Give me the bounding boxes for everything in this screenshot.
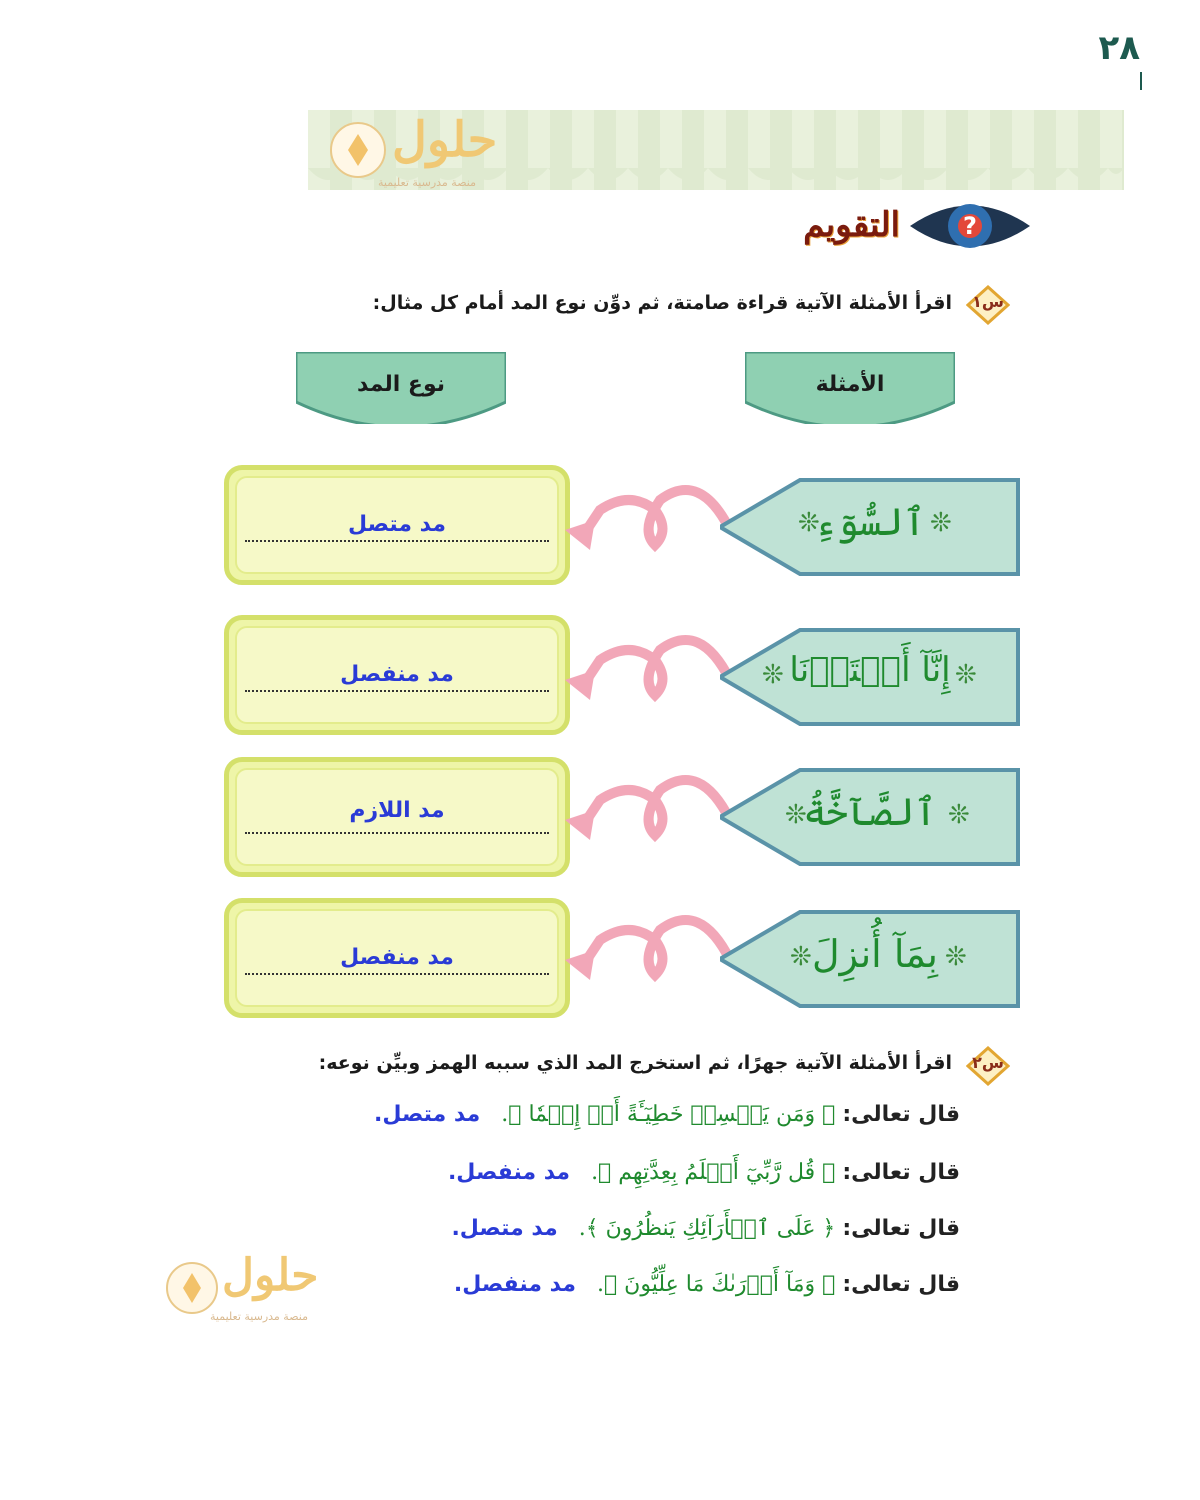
curl-arrow-icon	[560, 470, 740, 570]
verse-answer: مد متصل.	[451, 1216, 558, 1241]
curl-arrow-icon	[560, 620, 740, 720]
logo-emblem-icon	[166, 1262, 218, 1314]
verse-answer: مد متصل.	[374, 1102, 481, 1127]
ornament-left: ❊	[798, 508, 820, 538]
answer-dotted-line	[245, 540, 549, 542]
verse-line-3	[451, 1216, 960, 1241]
curl-arrow-icon	[560, 760, 740, 860]
answer-text-3: مد اللازم	[349, 798, 445, 823]
ornament-left: ❊	[790, 942, 812, 972]
verse-line-1	[374, 1102, 960, 1127]
answer-dotted-line	[245, 973, 549, 975]
question-2-badge-label: س٢	[972, 1053, 1004, 1072]
answer-text-4: مد منفصل	[340, 945, 454, 970]
logo-wordmark: حلول	[392, 112, 498, 168]
header-examples-label: الأمثلة	[815, 372, 885, 397]
page-number-tick	[1140, 72, 1142, 90]
svg-text:?: ?	[963, 212, 977, 240]
verse-answer: مد منفصل.	[447, 1160, 571, 1185]
answer-box-1[interactable]	[224, 465, 570, 585]
verse-prefix: قال تعالى:	[842, 1216, 960, 1241]
ornament-right: ❊	[948, 800, 970, 830]
ornament-right: ❊	[955, 660, 977, 690]
logo-emblem-icon	[330, 122, 386, 178]
ornament-right: ❊	[945, 942, 967, 972]
verse-prefix: قال تعالى:	[842, 1102, 960, 1127]
ornament-left: ❊	[785, 800, 807, 830]
example-text-4: بِمَآ أُنزِلَ	[812, 932, 938, 976]
answer-dotted-line	[245, 832, 549, 834]
answer-box-4[interactable]	[224, 898, 570, 1018]
header-type-label: نوع المد	[357, 372, 445, 397]
logo-tagline: منصة مدرسية تعليمية	[378, 176, 476, 189]
answer-box-2[interactable]	[224, 615, 570, 735]
section-title: التقويم	[803, 205, 900, 245]
answer-box-3[interactable]	[224, 757, 570, 877]
logo-wordmark: حلول	[222, 1250, 319, 1301]
verse-line-2	[448, 1160, 960, 1185]
verse-answer: مد منفصل.	[453, 1272, 576, 1297]
question-1-prompt: اقرأ الأمثلة الآتية قراءة صامتة، ثم دوِّن نوع المد أمام كل مثال:	[372, 292, 952, 314]
answer-text-1: مد متصل	[348, 512, 446, 537]
example-text-2: إِنَّآ أَعۡتَدۡنَا	[789, 650, 951, 690]
example-text-1: ٱلسُّوٓءِ	[814, 500, 926, 544]
logo-tagline: منصة مدرسية تعليمية	[210, 1310, 308, 1323]
answer-text-2: مد منفصل	[340, 662, 454, 687]
page-number: ٢٨	[1098, 28, 1140, 68]
verse-text: ﴿ وَمَن يَكۡسِبۡ خَطِيٓـَٔةً أَوۡ إِثۡمٗا ﴾.	[501, 1102, 836, 1127]
verse-prefix: قال تعالى:	[842, 1272, 960, 1297]
verse-prefix: قال تعالى:	[842, 1160, 960, 1185]
verse-line-4	[454, 1272, 960, 1297]
verse-text: ﴿ وَمَآ أَدۡرَىٰكَ مَا عِلِّيُّونَ ﴾.	[596, 1272, 836, 1297]
example-text-3: ٱلصَّآخَّةُ	[803, 790, 937, 834]
eye-question-icon	[905, 195, 1035, 257]
ornament-left: ❊	[762, 660, 784, 690]
question-2-prompt: اقرأ الأمثلة الآتية جهرًا، ثم استخرج المد الذي سببه الهمز وبيِّن نوعه:	[318, 1052, 952, 1074]
ornament-right: ❊	[930, 508, 952, 538]
verse-text: ﴿ عَلَى ٱلۡأَرَآئِكِ يَنظُرُونَ ﴾.	[578, 1216, 836, 1241]
verse-text: ﴿ قُل رَّبِّيٓ أَعۡلَمُ بِعِدَّتِهِم ﴾.	[591, 1160, 836, 1185]
curl-arrow-icon	[560, 900, 740, 1000]
question-1-badge-label: س١	[972, 292, 1004, 311]
answer-dotted-line	[245, 690, 549, 692]
